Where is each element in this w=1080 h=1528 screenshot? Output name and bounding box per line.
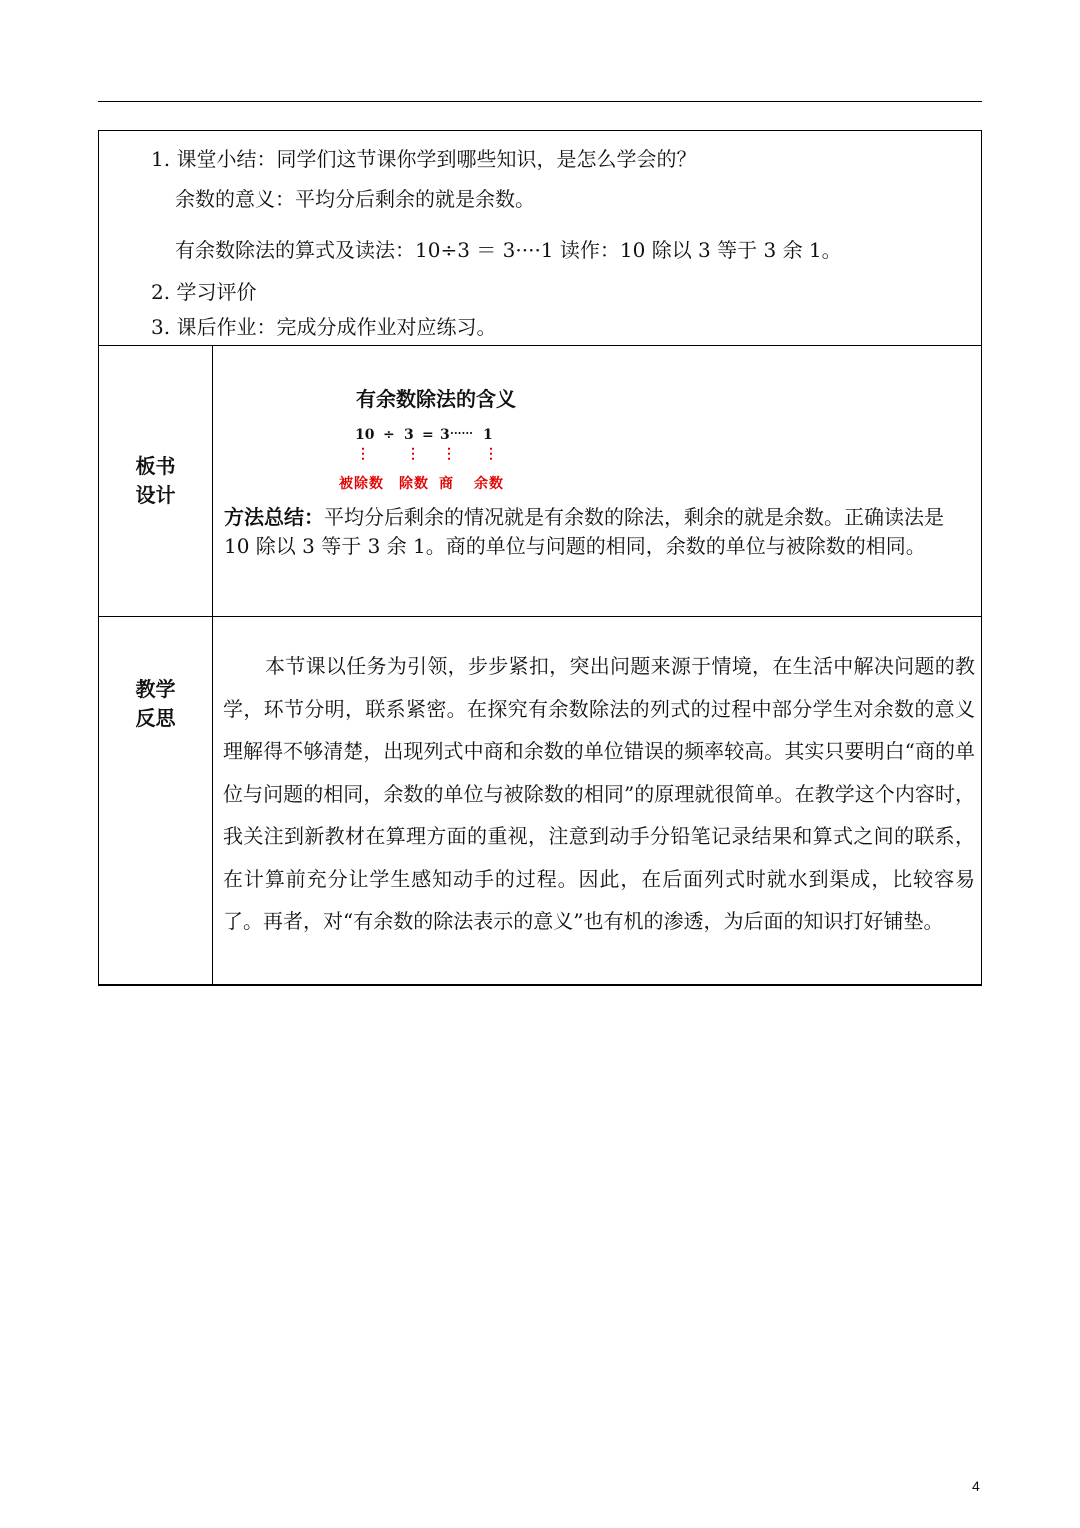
reflection-label [99, 617, 213, 984]
header-rule [98, 101, 982, 102]
eq-quotient: 3 [440, 427, 450, 443]
eq-ellipsis: ······ [450, 427, 473, 440]
reflection-label-line2: 反思 [135, 706, 176, 730]
summary-item-3: 3. 课后作业：完成分成作业对应练习。 [151, 315, 497, 339]
eq-division-sign: ÷ [383, 427, 395, 443]
board-title: 有余数除法的含义 [356, 387, 516, 411]
board-label-line2: 设计 [135, 483, 176, 507]
term-dividend: 被除数 [339, 476, 384, 492]
eq-remainder: 1 [483, 427, 493, 443]
page-number: 4 [972, 1478, 980, 1494]
method-label: 方法总结： [224, 505, 324, 529]
reflection-label-line1: 教学 [135, 677, 176, 701]
reflection-row [99, 617, 981, 985]
eq-dividend: 10 [355, 427, 375, 443]
formula-reading: 有余数除法的算式及读法：10÷3 ＝ 3····1 读作：10 除以 3 等于 3 余 1。 [175, 238, 842, 262]
summary-row [99, 131, 981, 346]
reflection-text: 本节课以任务为引领，步步紧扣，突出问题来源于情境，在生活中解决问题的教学，环节分明，联系紧密。在探究有余数除法的列式的过程中部分学生对余数的意义理解得不够清楚，出现列式中商和余数的单位错误的频率较高。其实只要明白“商的单位与问题的相同，余数的单位与被除数的相同”的原理就很简单。在教学这个内容时，我关注到新教材在算理方面的重视，注意到动手分铅笔记录结果和算式之间的联系，在计算前充分让学生感知动手的过程。因此，在后面列式时就水到渠成，比较容易了。再者，对“有余数的除法表示的意义”也有机的渗透，为后面的知识打好铺垫。 [223, 654, 975, 933]
board-label-line1: 板书 [135, 454, 176, 478]
term-quotient: 商 [439, 476, 454, 492]
board-design-row [99, 346, 981, 617]
dots-marker-quotient: ⋮ [442, 446, 456, 462]
remainder-meaning: 余数的意义：平均分后剩余的就是余数。 [175, 187, 535, 211]
dots-marker-remainder: ⋮ [484, 446, 498, 462]
board-design-content [213, 346, 981, 616]
summary-item-1: 1. 课堂小结：同学们这节课你学到哪些知识，是怎么学会的？ [151, 147, 697, 171]
method-text: 平均分后剩余的情况就是有余数的除法，剩余的就是余数。正确读法是 10 除以 3 等于 3 余 1。商的单位与问题的相同，余数的单位与被除数的相同。 [224, 505, 944, 558]
summary-item-2: 2. 学习评价 [151, 280, 257, 304]
eq-divisor: 3 [404, 427, 414, 443]
lesson-plan-table [98, 130, 982, 986]
reflection-content [213, 617, 981, 984]
board-design-label [99, 346, 213, 616]
eq-equals-sign: = [422, 427, 434, 443]
method-summary [224, 503, 974, 561]
dots-marker-divisor: ⋮ [406, 446, 420, 462]
dots-marker-dividend: ⋮ [356, 446, 370, 462]
term-remainder: 余数 [474, 476, 504, 492]
term-divisor: 除数 [399, 476, 429, 492]
